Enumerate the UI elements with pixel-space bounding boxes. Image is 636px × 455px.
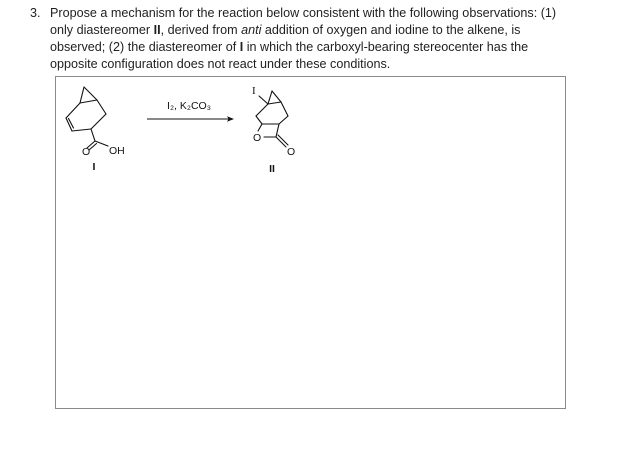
compound-ref-I: I — [239, 40, 244, 54]
ring-oxygen-label: O — [253, 132, 262, 144]
question-line-1: Propose a mechanism for the reaction below consistent with the following observations: (1) — [50, 6, 557, 20]
starting-material-structure — [66, 87, 108, 150]
iodine-label: I — [252, 85, 256, 97]
anti-term: anti — [241, 23, 262, 37]
compound-label-II: II — [269, 163, 275, 175]
question-line-4: opposite configuration does not react under these conditions. — [50, 57, 391, 71]
hydroxyl-label: OH — [109, 145, 125, 157]
question-line-3: observed; (2) the diastereomer of I in which the carboxyl-bearing stereocenter has the — [50, 40, 529, 54]
compound-ref-II: II — [153, 23, 161, 37]
carbonyl-oxygen-label: O — [82, 146, 91, 158]
lactone-carbonyl-oxygen-label: O — [287, 146, 296, 158]
question-number: 3. — [30, 6, 41, 20]
reaction-arrow — [147, 116, 234, 121]
reagents-label: I₂, K₂CO₃ — [167, 100, 211, 112]
compound-label-I: I — [92, 161, 96, 173]
question-line-2: only diastereomer II, derived from anti addition of oxygen and iodine to the alkene, is — [50, 23, 521, 37]
